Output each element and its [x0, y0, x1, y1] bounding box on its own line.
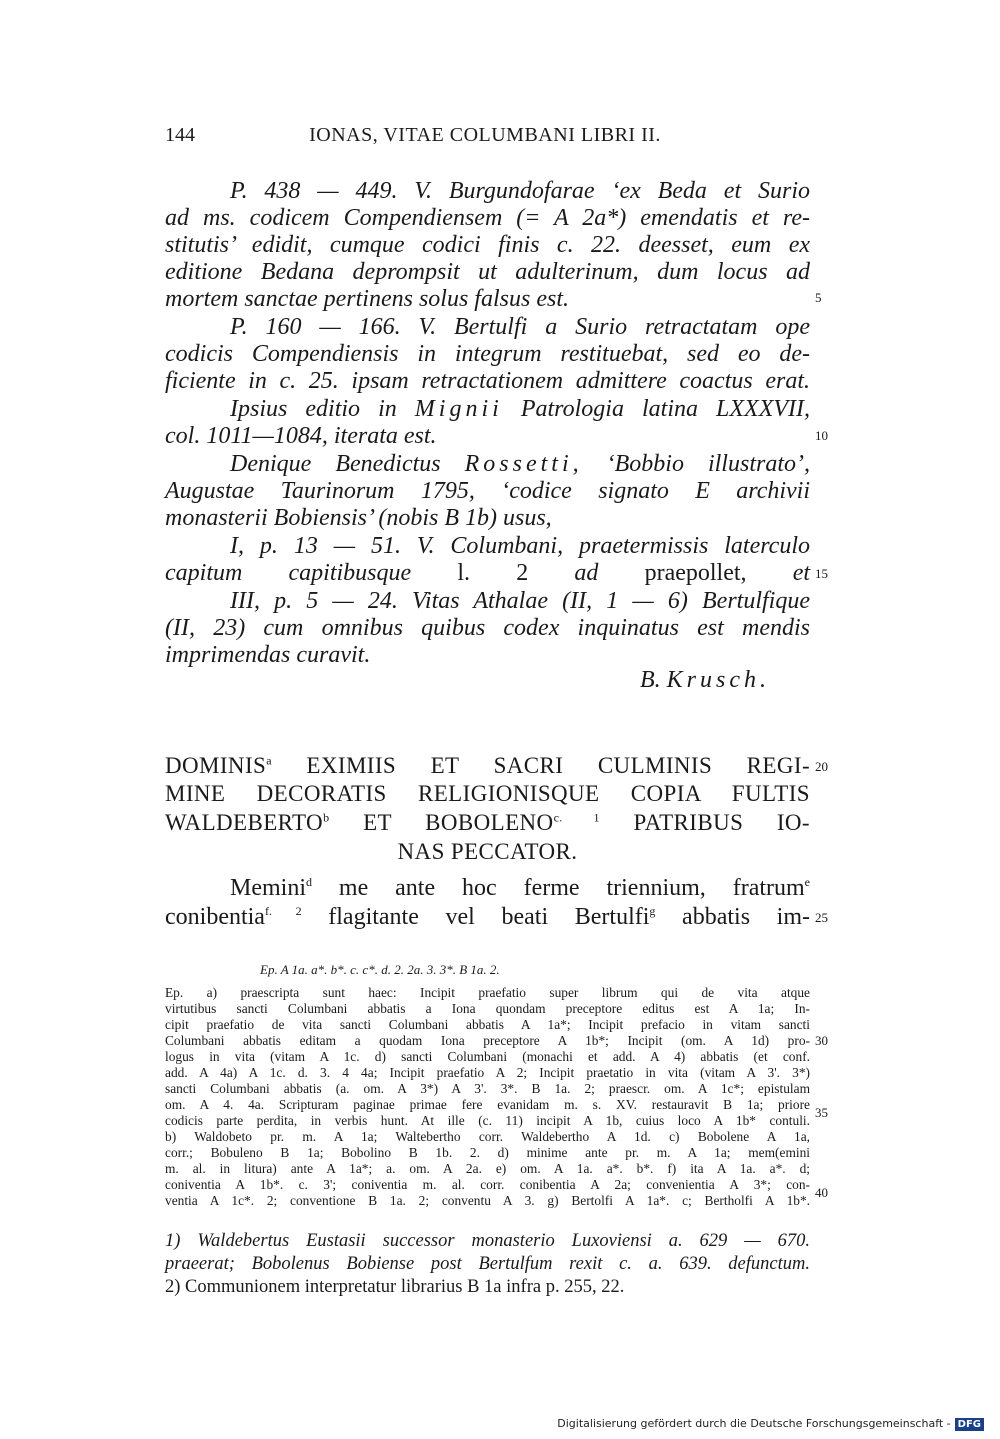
intro-text: Denique Benedictus	[230, 451, 441, 477]
signature-name: Krusch.	[666, 667, 771, 693]
intro-line: P. 438 — 449. V. Burgundofarae ‘ex Beda et Surio	[230, 178, 810, 204]
dedication-heading-line	[165, 751, 810, 781]
heading-text: EXIMIIS ET SACRI CULMINIS REGI-	[271, 753, 810, 778]
body-text: me ante hoc ferme triennium, fratrum	[312, 875, 805, 901]
dedication-heading-line: NAS PECCATOR.	[397, 839, 578, 864]
intro-line: ficiente in c. 25. ipsam retractationem admittere coactus erat.	[165, 368, 810, 394]
running-title: IONAS, VITAE COLUMBANI LIBRI II.	[309, 124, 661, 146]
sigla-line: Ep. A 1a. a*. b*. c. c*. d. 2. 2a. 3. 3*. B 1a. 2.	[260, 962, 500, 977]
line-number: 15	[815, 566, 828, 581]
apparatus-line: virtutibus sancti Columbani abbatis a Iona quondam preceptore editus est A 1a; In-	[165, 1001, 810, 1016]
body-text: flagitante vel beati Bertulfi	[301, 904, 650, 930]
line-number: 35	[815, 1105, 828, 1120]
intro-line: col. 1011—1084, iterata est.	[165, 423, 437, 449]
body-text: conibentia	[165, 904, 265, 930]
apparatus-line: codicis parte perdita, in verbis hunt. At ille (c. 11) incipit A 1b, cuius loco A 1b* contuli.	[165, 1113, 810, 1128]
intro-line: monasterii Bobiensis’ (nobis B 1b) usus,	[165, 505, 552, 531]
apparatus-line: om. A 4. 4a. Scripturam paginae primae fere evanidam m. s. XV. restauravit B 1a; priore	[165, 1097, 810, 1112]
dfg-logo: DFG	[955, 1418, 984, 1431]
line-number: 10	[815, 428, 828, 443]
intro-text: l. 2	[457, 560, 529, 586]
body-line	[230, 873, 810, 903]
spaced-name: Mignii	[414, 396, 503, 422]
apparatus-line: Ep. a) praescripta sunt haec: Incipit praefatio super librum qui de vita atque	[165, 985, 810, 1000]
intro-text: Ipsius editio in	[230, 396, 397, 422]
line-number: 25	[815, 910, 828, 925]
intro-text: et	[792, 560, 811, 586]
spaced-name: Rossetti,	[464, 451, 583, 477]
signature-initial: B.	[640, 667, 661, 693]
line-number: 5	[815, 290, 822, 305]
footnote-mark: b	[323, 810, 330, 825]
footnote-mark: f. 2	[264, 904, 302, 918]
intro-line: I, p. 13 — 51. V. Columbani, praetermissis laterculo	[230, 533, 810, 559]
intro-line	[230, 449, 810, 479]
apparatus-line: logus in vita (vitam A 1c. d) sancti Columbani (monachi et add. A 4) abbatis (et conf.	[165, 1049, 810, 1064]
dedication-heading-line	[165, 808, 810, 838]
intro-line: P. 160 — 166. V. Bertulfi a Surio retractatam ope	[230, 314, 810, 340]
apparatus-line: corr.; Bobuleno B 1a; Bobolino B 1b. 2. d) minime ante pr. m. A 1a; mem(emini	[165, 1145, 810, 1160]
intro-line: (II, 23) cum omnibus quibus codex inquinatus est mendis	[165, 615, 810, 641]
apparatus-line: sancti Columbani abbatis (a. om. A 3*) A 3'. 3*. B 1a. 2; praescr. om. A 1c*; epistulam	[165, 1081, 810, 1096]
body-text: abbatis im-	[655, 904, 810, 930]
footnote-mark: a	[266, 753, 272, 768]
apparatus-line: coniventia A 1b*. c. 3'; coniventia m. al. corr. conibentia A 2a; convenientia A 3*; con-	[165, 1177, 810, 1192]
page-number: 144	[165, 124, 195, 146]
apparatus-line: add. A 4a) A 1c. d. 3. 4 4a; Incipit praefatio A 2; Incipit praetatio in vita (vitam A 3'. 3*)	[165, 1065, 810, 1080]
footnote-mark: c. 1	[553, 810, 600, 825]
intro-line: codicis Compendiensis in integrum restituebat, sed eo de-	[165, 341, 810, 367]
apparatus-line: cipit praefatio de vita sancti Columbani abbatis A 1a*; Incipit prefacio in vitam sancti	[165, 1017, 810, 1032]
intro-text: ‘Bobbio illustrato’,	[606, 451, 810, 477]
intro-line: stitutis’ edidit, cumque codici finis c. 22. deesset, eum ex	[165, 232, 810, 258]
heading-text: DOMINIS	[165, 753, 267, 778]
intro-line: editione Bedana deprompsit ut adulterinum, dum locus ad	[165, 259, 810, 285]
apparatus-line: m. al. in litura) ante A 1a*; a. om. A 2a. e) om. A 1a. a*. b*. f) ita A 1a. a*. d;	[165, 1161, 810, 1176]
line-number: 20	[815, 759, 828, 774]
body-line	[165, 902, 810, 932]
signature	[640, 665, 770, 695]
line-number: 30	[815, 1033, 828, 1048]
intro-line: III, p. 5 — 24. Vitas Athalae (II, 1 — 6) Bertulfique	[230, 588, 810, 614]
footnote-line: 1) Waldebertus Eustasii successor monasterio Luxoviensi a. 629 — 670.	[165, 1231, 810, 1251]
intro-line: mortem sanctae pertinens solus falsus est.	[165, 286, 569, 312]
footnote-mark: g	[649, 904, 656, 918]
intro-line	[165, 558, 810, 588]
apparatus-line: ventia A 1c*. 2; conventione B 1a. 2; conventu A 3. g) Bertolfi A 1a*. c; Bertholfi A 1b*.	[165, 1193, 810, 1208]
intro-text: praepollet,	[644, 560, 747, 586]
digitization-note: Digitalisierung gefördert durch die Deutsche Forschungsgemeinschaft -	[557, 1417, 951, 1430]
line-number: 40	[815, 1185, 828, 1200]
running-head	[165, 124, 805, 154]
heading-text: ET BOBOLENO	[329, 810, 554, 835]
heading-text: WALDEBERTO	[165, 810, 324, 835]
footnote-line: praeerat; Bobolenus Bobiense post Bertulfum rexit c. a. 639. defunctum.	[165, 1254, 810, 1274]
intro-line: imprimendas curavit.	[165, 642, 371, 668]
intro-line: Augustae Taurinorum 1795, ‘codice signato E archivii	[165, 478, 810, 504]
intro-text: ad	[574, 560, 599, 586]
intro-line: ad ms. codicem Compendiensem (= A 2a*) emendatis et re-	[165, 205, 810, 231]
apparatus-line: Columbani abbatis editam a quodam Iona preceptore A 1b*; Incipit (om. A 1d) pro-	[165, 1033, 810, 1048]
footnote-mark: d	[306, 875, 312, 889]
intro-text: Patrologia latina LXXXVII,	[520, 396, 811, 422]
heading-text: PATRIBUS IO-	[599, 810, 810, 835]
digitization-credit	[557, 1417, 984, 1433]
intro-line	[230, 394, 810, 424]
body-text: Memini	[230, 875, 306, 901]
apparatus-line: b) Waldobeto pr. m. A 1a; Waltebertho corr. Waldebertho A 1d. c) Bobolene A 1a,	[165, 1129, 810, 1144]
intro-text: capitum capitibusque	[165, 560, 412, 586]
footnote-mark: e	[804, 875, 810, 889]
footnote-line: 2) Communionem interpretatur librarius B 1a infra p. 255, 22.	[165, 1277, 625, 1297]
dedication-heading-line: MINE DECORATIS RELIGIONISQUE COPIA FULTIS	[165, 781, 810, 806]
